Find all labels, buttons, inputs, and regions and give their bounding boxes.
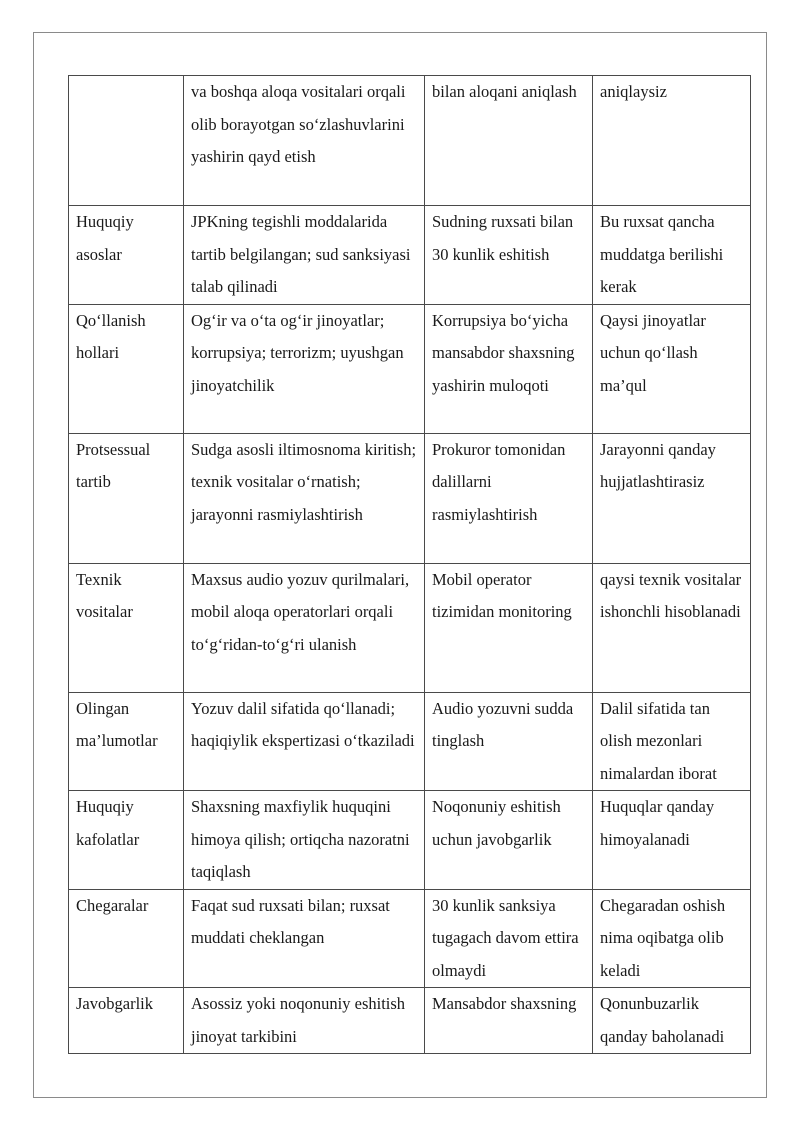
- table-cell-aspect: Texnik vositalar: [69, 563, 184, 692]
- table-cell-aspect: Protsessual tartib: [69, 433, 184, 563]
- table-cell-example: Mansabdor shaxsning: [425, 988, 593, 1054]
- table-cell-aspect: Javobgarlik: [69, 988, 184, 1054]
- table-row: [69, 791, 751, 890]
- table-cell-example: Mobil operator tizimidan monitoring: [425, 563, 593, 692]
- table-cell-description: Asossiz yoki noqonuniy eshitish jinoyat tarkibini: [184, 988, 425, 1054]
- table-row: [69, 563, 751, 692]
- table-cell-description: JPKning tegishli moddalarida tartib belgilangan; sud sanksiyasi talab qilinadi: [184, 206, 425, 305]
- table-cell-description: Yozuv dalil sifatida qo‘llanadi; haqiqiylik ekspertizasi o‘tkaziladi: [184, 692, 425, 791]
- table-cell-question: Bu ruxsat qancha muddatga berilishi kerak: [593, 206, 751, 305]
- table-cell-description: Sudga asosli iltimosnoma kiritish; texnik vositalar o‘rnatish; jarayonni rasmiylashtirish: [184, 433, 425, 563]
- table-cell-example: Sudning ruxsati bilan 30 kunlik eshitish: [425, 206, 593, 305]
- table-cell-aspect: Huquqiy kafolatlar: [69, 791, 184, 890]
- table-row: [69, 304, 751, 433]
- table-cell-example: bilan aloqani aniqlash: [425, 76, 593, 206]
- table-row: [69, 988, 751, 1054]
- table-cell-aspect: [69, 76, 184, 206]
- table-cell-example: Prokuror tomonidan dalillarni rasmiylashtirish: [425, 433, 593, 563]
- table-row: [69, 889, 751, 988]
- table-cell-question: Huquqlar qanday himoyalanadi: [593, 791, 751, 890]
- table-row: [69, 206, 751, 305]
- table-cell-question: Jarayonni qanday hujjatlashtirasiz: [593, 433, 751, 563]
- table-cell-question: Qonunbuzarlik qanday baholanadi: [593, 988, 751, 1054]
- table-cell-example: Korrupsiya bo‘yicha mansabdor shaxsning yashirin muloqoti: [425, 304, 593, 433]
- table-cell-aspect: Huquqiy asoslar: [69, 206, 184, 305]
- table-cell-question: Chegaradan oshish nima oqibatga olib keladi: [593, 889, 751, 988]
- table-cell-question: Qaysi jinoyatlar uchun qo‘llash ma’qul: [593, 304, 751, 433]
- table-cell-question: qaysi texnik vositalar ishonchli hisoblanadi: [593, 563, 751, 692]
- table-cell-description: Shaxsning maxfiylik huquqini himoya qilish; ortiqcha nazoratni taqiqlash: [184, 791, 425, 890]
- table-cell-example: Noqonuniy eshitish uchun javobgarlik: [425, 791, 593, 890]
- table-row: [69, 76, 751, 206]
- table-cell-description: Og‘ir va o‘ta og‘ir jinoyatlar; korrupsiya; terrorizm; uyushgan jinoyatchilik: [184, 304, 425, 433]
- table-row: [69, 692, 751, 791]
- table-cell-question: aniqlaysiz: [593, 76, 751, 206]
- table-cell-aspect: Qo‘llanish hollari: [69, 304, 184, 433]
- table-cell-question: Dalil sifatida tan olish mezonlari nimalardan iborat: [593, 692, 751, 791]
- table-cell-description: Faqat sud ruxsati bilan; ruxsat muddati cheklangan: [184, 889, 425, 988]
- table-cell-description: va boshqa aloqa vositalari orqali olib borayotgan so‘zlashuvlarini yashirin qayd etish: [184, 76, 425, 206]
- table-cell-aspect: Olingan ma’lumotlar: [69, 692, 184, 791]
- table-cell-example: 30 kunlik sanksiya tugagach davom ettira olmaydi: [425, 889, 593, 988]
- document-table: [68, 75, 751, 1054]
- table-cell-aspect: Chegaralar: [69, 889, 184, 988]
- table-cell-description: Maxsus audio yozuv qurilmalari, mobil aloqa operatorlari orqali to‘g‘ridan-to‘g‘ri ulanish: [184, 563, 425, 692]
- table-row: [69, 433, 751, 563]
- table-cell-example: Audio yozuvni sudda tinglash: [425, 692, 593, 791]
